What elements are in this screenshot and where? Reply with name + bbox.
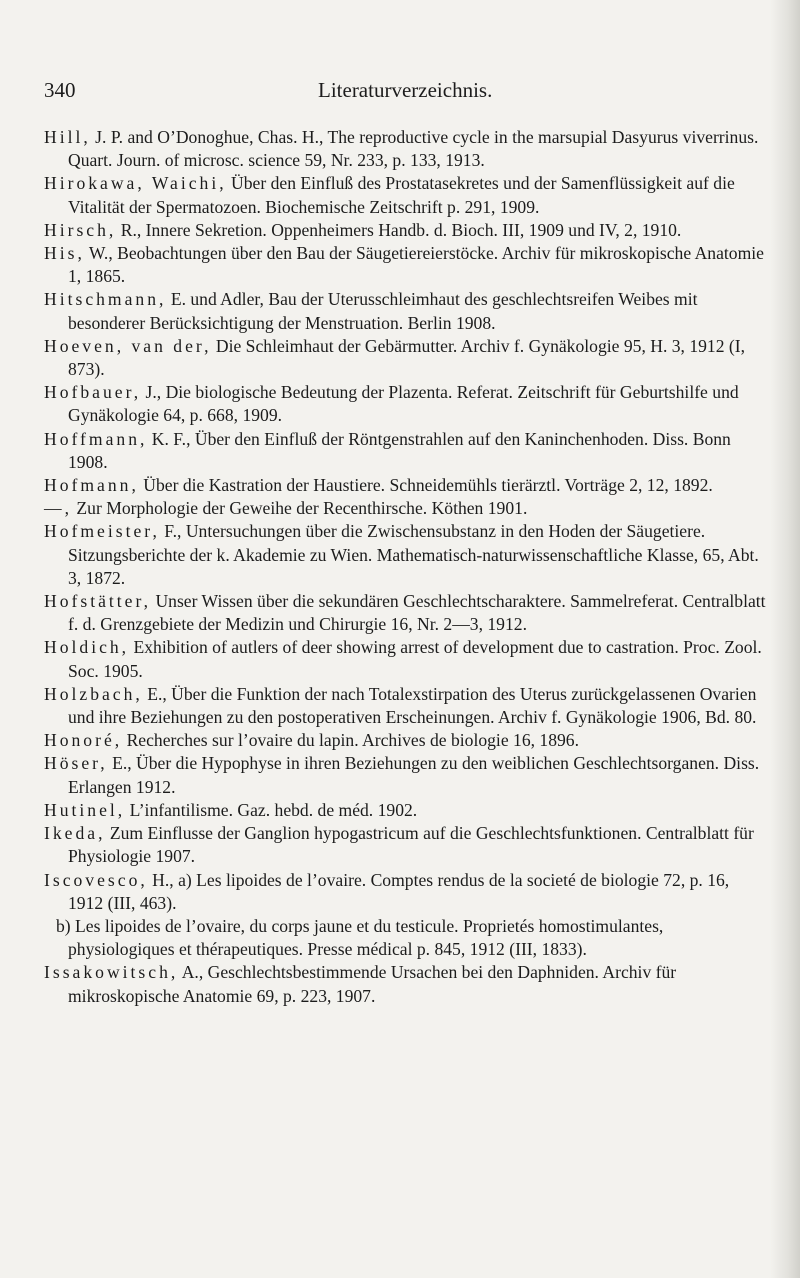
entry-text: Recherches sur l’ovaire du lapin. Archives de biologie 16, 1896. bbox=[122, 730, 579, 751]
entry-author: Hofmeister, bbox=[44, 521, 160, 542]
entry-text: E., Über die Funktion der nach Totalexstirpation des Uterus zurückgelassenen Ovarien und ihre Beziehungen zu den postoperativen Erscheinungen. Archiv f. Gynäkologie 1906, Bd. 80. bbox=[68, 683, 757, 728]
entry-text: Über die Kastration der Haustiere. Schneidemühls tierärztl. Vorträge 2, 12, 1892. bbox=[138, 475, 713, 496]
entry-author: Iscovesco, bbox=[44, 869, 148, 890]
bibliography-entry bbox=[44, 335, 766, 381]
entry-text: F., Untersuchungen über die Zwischensubstanz in den Hoden der Säugetiere. Sitzungsberichte der k. Akademie zu Wien. Mathematisch-naturwissenschaftliche Klasse, 65, Abt. 3, 1872. bbox=[68, 521, 759, 588]
bibliography-entry bbox=[44, 497, 766, 520]
entry-text: A., Geschlechtsbestimmende Ursachen bei den Daphniden. Archiv für mikroskopische Anatomie 69, p. 223, 1907. bbox=[68, 962, 677, 1006]
bibliography-entry bbox=[44, 126, 766, 172]
entry-author: Hirokawa, Waichi, bbox=[44, 173, 227, 194]
entry-text: J. P. and O’Donoghue, Chas. H., The reproductive cycle in the marsupial Dasyurus viverrinus. Quart. Journ. of microsc. science 59, Nr. 233, p. 133, 1913. bbox=[68, 127, 759, 171]
page-edge-shadow bbox=[770, 0, 800, 1278]
entry-author: Hofbauer, bbox=[44, 382, 142, 403]
entry-text: Die Schleimhaut der Gebärmutter. Archiv f. Gynäkologie 95, H. 3, 1912 (I, 873). bbox=[68, 335, 746, 380]
entry-text: Zur Morphologie der Geweihe der Recenthirsche. Köthen 1901. bbox=[72, 498, 528, 519]
entry-text: L’infantilisme. Gaz. hebd. de méd. 1902. bbox=[125, 799, 418, 820]
bibliography-entry bbox=[44, 869, 766, 915]
entry-author: —, bbox=[44, 498, 72, 519]
entry-text: Über den Einfluß des Prostatasekretes und der Samenflüssigkeit auf die Vitalität der Spermatozoen. Biochemische Zeitschrift p. 291, 1909. bbox=[68, 173, 735, 217]
entry-author: Hofmann, bbox=[44, 475, 139, 496]
entry-text: Exhibition of autlers of deer showing arrest of development due to castration. Proc. Zool. Soc. 1905. bbox=[68, 637, 762, 681]
entry-text: K. F., Über den Einfluß der Röntgenstrahlen auf den Kaninchenhoden. Diss. Bonn 1908. bbox=[68, 428, 731, 472]
entry-author: Hoffmann, bbox=[44, 428, 148, 449]
entry-author: Hirsch, bbox=[44, 219, 117, 240]
bibliography-entry bbox=[44, 474, 766, 497]
entry-author: Hofstätter, bbox=[44, 591, 152, 612]
entry-text: E., Über die Hypophyse in ihren Beziehungen zu den weiblichen Geschlechtsorganen. Diss. Erlangen 1912. bbox=[68, 753, 760, 797]
entry-text: J., Die biologische Bedeutung der Plazenta. Referat. Zeitschrift für Geburtshilfe und Gynäkologie 64, p. 668, 1909. bbox=[68, 382, 739, 426]
entry-author: Holdich, bbox=[44, 637, 130, 658]
bibliography-entry bbox=[44, 961, 766, 1007]
entry-author: Hitschmann, bbox=[44, 289, 167, 310]
entry-author: His, bbox=[44, 243, 85, 264]
bibliography-entry bbox=[44, 288, 766, 334]
entry-text: b) Les lipoides de l’ovaire, du corps jaune et du testicule. Proprietés homostimulantes, physiologiques et thérapeutiques. Presse médical p. 845, 1912 (III, 1833). bbox=[56, 915, 664, 960]
entry-text: H., a) Les lipoides de l’ovaire. Comptes rendus de la societé de biologie 72, p. 16, 1912 (III, 463). bbox=[68, 869, 730, 913]
entry-author: Hutinel, bbox=[44, 799, 126, 820]
bibliography-entry bbox=[44, 219, 766, 242]
bibliography-entry bbox=[44, 172, 766, 218]
entry-author: Hoeven, van der, bbox=[44, 335, 212, 356]
entry-author: Issakowitsch, bbox=[44, 962, 179, 983]
bibliography-entry bbox=[44, 242, 766, 288]
bibliography-entry bbox=[44, 729, 766, 752]
bibliography-entry bbox=[44, 590, 766, 636]
bibliography-entry bbox=[44, 822, 766, 868]
bibliography-entry bbox=[44, 752, 766, 798]
bibliography-entry bbox=[44, 799, 766, 822]
page-number: 340 bbox=[44, 78, 76, 102]
bibliography-entry bbox=[44, 636, 766, 682]
entry-author: Honoré, bbox=[44, 730, 123, 751]
bibliography-entry bbox=[44, 915, 766, 961]
entry-author: Hill, bbox=[44, 127, 91, 147]
entry-author: Höser, bbox=[44, 753, 108, 774]
bibliography-entry bbox=[44, 428, 766, 474]
entry-text: R., Innere Sekretion. Oppenheimers Handb. d. Bioch. III, 1909 und IV, 2, 1910. bbox=[116, 219, 682, 240]
bibliography-entry bbox=[44, 381, 766, 427]
entry-text: Unser Wissen über die sekundären Geschlechtscharaktere. Sammelreferat. Centralblatt f. d. Grenzgebiete der Medizin und Chirurgie 16, Nr. 2—3, 1912. bbox=[68, 591, 766, 635]
bibliography-entry bbox=[44, 520, 766, 590]
page-header bbox=[44, 78, 764, 108]
running-title: Literaturverzeichnis. bbox=[318, 78, 493, 102]
entry-author: Ikeda, bbox=[44, 823, 106, 844]
entry-author: Holzbach, bbox=[44, 683, 143, 704]
bibliography-entry bbox=[44, 683, 766, 729]
entry-text: Zum Einflusse der Ganglion hypogastricum auf die Geschlechtsfunktionen. Centralblatt für Physiologie 1907. bbox=[68, 823, 754, 867]
bibliography-list bbox=[44, 126, 766, 1008]
entry-text: W., Beobachtungen über den Bau der Säugetiereierstöcke. Archiv für mikroskopische Anatomie 1, 1865. bbox=[68, 243, 764, 287]
entry-text: E. und Adler, Bau der Uterusschleimhaut des geschlechtsreifen Weibes mit besonderer Berücksichtigung der Menstruation. Berlin 1908. bbox=[68, 289, 698, 333]
